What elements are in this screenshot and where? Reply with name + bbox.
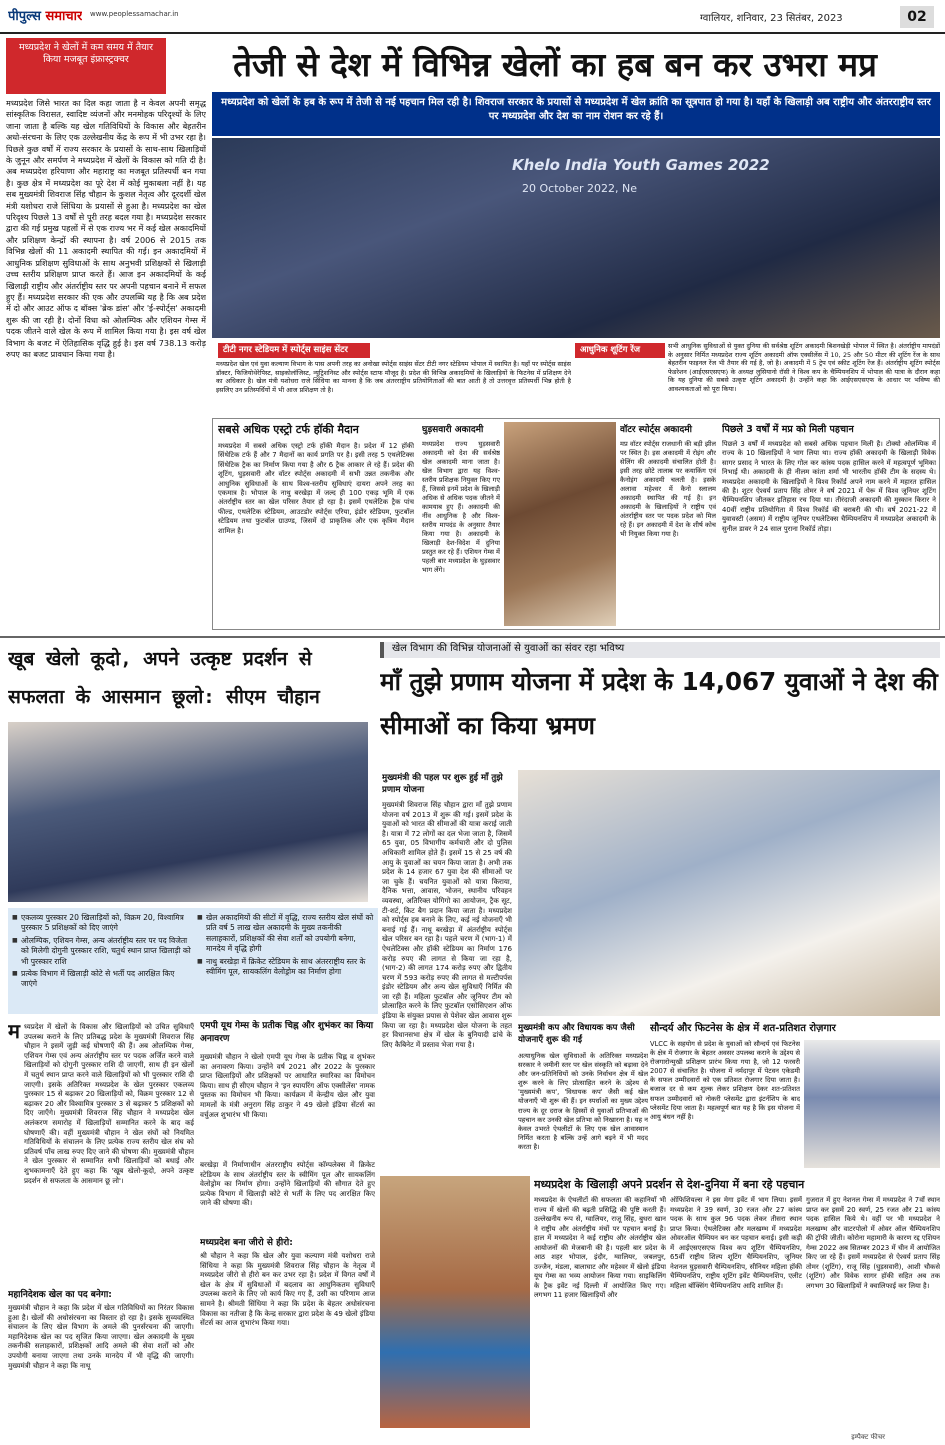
- cm-headline: खूब खेलो कूदो, अपने उत्कृष्ट प्रदर्शन से सफलता के आसमान छूलो: सीएम चौहान: [8, 648, 320, 708]
- scheme-photo: [518, 770, 940, 1016]
- athletics-photo: [380, 1176, 530, 1428]
- divider: [0, 636, 945, 638]
- impact-feature-credit: इम्पैक्ट फीचर: [851, 1433, 885, 1441]
- cm-sub-b: मध्यप्रदेश बना जीरो से हीरो:: [200, 1238, 293, 1248]
- three-year-title: पिछले 3 वर्षों में मप्र को मिली पहचान: [722, 424, 854, 435]
- cup-body: अत्याधुनिक खेल सुविधाओं के अतिरिक्त मध्यप्रदेश सरकार ने जमीनी स्तर पर खेल संस्कृति को बढ़ावा देने और जन-प्रतिनिधियों को उनके निर्वाचन क्षेत्र में खेल शुरू करने के लिए प्रोत्साहित करने के उद्देश्य से 'मुख्यमंत्री कप', 'विधायक कप' जैसी कई खेल योजनाएँ भी शुरू की हैं। इन स्पर्धाओं का मुख्य उद्देश्य राज्य के दूर दराज के हिस्सों से युवाओं प्रतिभाओं की पहचान कर उनकी खेल प्रतिभा को निखारना है। यह न केवल उभरते ऐथलीटों के लिए एक खेल आवास्थान निर्मित करता है बल्कि उन्हें आगे बढ़ने में भी मदद करता है।: [518, 1052, 648, 1151]
- ceremony-photo: [8, 722, 368, 902]
- lead-deck: मध्यप्रदेश को खेलों के हब के रूप में तेजी से नई पहचान मिल रही है। शिवराज सरकार के प्रयासों से मध्यप्रदेश में खेल क्रांति का सूत्रपात हो गया है। यहाँ के खिलाड़ी अब राष्ट्रीय और अंतरराष्ट्रीय स्तर पर मध्यप्रदेश और देश का नाम रोशन कर रहे हैं।: [212, 92, 940, 136]
- site-url[interactable]: www.peoplessamachar.in: [90, 10, 179, 18]
- drop-cap: म: [8, 1020, 20, 1042]
- lead-kicker: मध्यप्रदेश ने खेलों में कम समय में तैयार किया मजबूत इंफ्रास्ट्रक्चर: [6, 38, 166, 94]
- bottom-col-1: मध्यप्रदेश के ऐथलीटों की सफलता की कहानियाँ भी राज्य में खेलों की बढ़ती प्रसिद्धि की पुष्टि करती हैं। उल्लेखनीय रूप से, ग्वालियर, राजू सिंह, बुधरा खान ने राष्ट्रीय और अंतर्राष्ट्रीय मंचों पर पहचान बनाई है। हाल में मध्यप्रदेश ने कई राष्ट्रीय और अंतर्राष्ट्रीय खेल आयोजनों की मेजबानी की है। पहली बार प्रदेश के आठ शहर भोपाल, इंदौर, ग्वालियर, जबलपुर, उज्जैन, मंडला, बालाघाट और महेश्वर में खेलो इंडिया यूथ गेम्स का भव्य आयोजन किया गया। साइकिलिंग के ट्रैक इवेंट नई दिल्ली में आयोजित किए गए। लगभग 11 हजार खिलाड़ियों और: [534, 1196, 666, 1299]
- water-body: मप्र वॉटर स्पोर्ट्स राजधानी की बड़ी झील पर स्थित है। इस अकादमी में रोइंग और सेलिंग की अकादमी संचालित होती है। इसी तरह छोटे तालाब पर कयाकिंग एवं कैनोइंग अकादमी चलती है। इसके अलावा महेश्वर में कैनो स्लालम अकादमी स्थापित की गई है। इन अकादमी के खिलाड़ियों ने राष्ट्रीय एवं अंतर्राष्ट्रीय स्तर पर पदक प्रदेश को मिल रहे हैं। इन अकादमी में देश के शीर्ष कोच भी नियुक्त किया गया है।: [620, 440, 716, 538]
- tt-tag: टीटी नगर स्टेडियम में स्पोर्ट्स साइंस सेंटर: [218, 343, 370, 358]
- bottom-col-2: ऑफिशियल्स ने इस मेगा इवेंट में भाग लिया। इसमें मध्यप्रदेश ने 39 स्वर्ण, 30 रजत और 27 कांस्य पदक के साथ कुल 96 पदक लेकर तीसरा स्थान प्राप्त किया। ऐथलेटिक्स और मलखम्भ में मध्यप्रदेश ओवरऑल चैम्पियन बन कर पहचान बनाई। इसी कड़ी में आईएसएसएफ विश्व कप शूटिंग चैम्पियनशिप, 65वीं राष्ट्रीय शिल्प शूटिंग चैम्पियनशिप, जूनियर नेशनल घुड़सवारी चैम्पियनशिप, सीनियर महिला हॉकी चैम्पियनशिप, राष्ट्रीय शूटिंग इवेंट चैम्पियनशिप, एलीट महिला बॉक्सिंग चैम्पियनशिप आदि शामिल हैं।: [670, 1196, 802, 1290]
- bottom-col-3: गुजरात में हुए नेशनल गेम्स में मध्यप्रदेश ने 7वाँ स्थान प्राप्त कर इसमें 20 स्वर्ण, 25 रजत और 21 कांस्य पदक हासिल किये थे। वहीं पर भी मध्यप्रदेश ने मलखम्भ और वाटरपोलो में ओवर ऑल चैम्पियनशिप की ट्रॉफी जीती। कोरोना महामारी के कारण रद्द एशियन गेम्स 2022 अब सितम्बर 2023 में चीन में आयोजित किए जा रहे हैं। इसमें मध्यप्रदेश से ऐश्वर्य प्रताप सिंह तोमर (शूटिंग), राजू सिंह (घुड़सवारी), आशी चौकसे (शूटिंग) और विवेक सागर हॉकी सहित अब तक लगभग 30 खिलाड़ियों ने क्वालिफाई कर लिया है।: [806, 1196, 940, 1290]
- banner-text: Khelo India Youth Games 2022: [512, 156, 770, 174]
- hockey-title: सबसे अधिक एस्ट्रो टर्फ हॉकी मैदान: [218, 423, 359, 436]
- shoot-body: सभी आधुनिक सुविधाओं से युक्त दुनिया की सर्वश्रेष्ठ शूटिंग अकादमी बिशनखेड़ी भोपाल में स्थित है। अंतर्राष्ट्रीय मापदंडों के अनुसार निर्मित मध्यप्रदेश राज्य शूटिंग अकादमी ऑफ एक्सीलेंस में 10, 25 और 50 मीटर की शूटिंग रेंज के साथ बेहतरीन फाइनल रेंज भी तैयार की गई है, जो है। अकादमी में 5 ट्रेप एवं स्कीट शूटिंग रेंज हैं। अंतर्राष्ट्रीय शूटिंग स्पोर्ट्स फेडरेशन (आईएसएसएफ) के अध्यक्ष लुसियानो रॉसी ने विश्व कप के चैम्पियनशिप में भोपाल की यात्रा के दौरान कहा कि यह दुनिया की सबसे उत्कृष्ट शूटिंग अकादमी है। उन्होंने कहा कि आईएसएसएफ के आधार पर भविष्य की आवश्यकताओं को पूरा किया।: [668, 342, 940, 393]
- scheme-sub: मुख्यमंत्री की पहल पर शुरू हुई माँ तुझे प्रणाम योजना: [382, 773, 503, 795]
- dateline: ग्वालियर, शनिवार, 23 सितंबर, 2023: [700, 13, 843, 24]
- bullet-item: ■ खेल अकादमियों की सीटों में वृद्धि, राज्य स्तरीय खेल संघों को प्रति वर्ष 5 लाख खेल अकादमी के मुख्य तकनीकी सलाहकारों, प्रशिक्षकों की सेवा शर्तों को उपयोगी बनेगा, मानदेय में वृद्धि होगी: [197, 913, 375, 955]
- mp-games-body: मुख्यमंत्री चौहान ने खेलो एमपी यूथ गेम्स के प्रतीक चिह्न व शुभंकर का अनावरण किया। उन्होंने वर्ष 2021 और 2022 के पुरस्कार प्राप्त खिलाड़ियों और प्रशिक्षकों पर आधारित स्मारिका का विमोचन किया। साथ ही सीएम चौहान ने 'इन स्पायरिंग ऑफ एक्सीलेंस' नामक पुस्तक का विमोचन भी किया। कार्यक्रम में केन्द्रीय खेल और युवा मामलों के मंत्री अनुराग सिंह ठाकुर ने 49 खेलो इंडिया सेंटर्स का वर्चुअल शुभारंभ भी किया।: [200, 1052, 375, 1119]
- horse-photo: [504, 422, 616, 626]
- horse-body: मध्यप्रदेश राज्य घुड़सवारी अकादमी को देश की सर्वश्रेष्ठ खेल अकादमी माना जाता है। खेल विभाग द्वारा यह विश्व-स्तरीय प्रशिक्षक नियुक्त किए गए हैं, जिससे इनमें प्रदेश के खिलाड़ी अधिक से अधिक पदक जीतने में कामयाब हुए हैं। अकादमी की नींव आधुनिक है और विश्व-स्तरीय मापदंड के अनुसार तैयार किया गया है। अकादमी के खिलाड़ी देश-विदेश में दुनिया प्रस्तुत कर रहे हैं। एशियन गेम्स में पहली बार मध्यप्रदेश के घुड़सवार भाग लेंगे।: [422, 440, 500, 574]
- cm-body-3: श्री चौहान ने कहा कि खेल और युवा कल्याण मंत्री यशोधरा राजे सिंधिया ने कहा कि मुख्यमंत्री शिवराज सिंह चौहान के नेतृत्व में मध्यप्रदेश जीरो से हीरो बन कर उभर रहा है। प्रदेश में विगत वर्षों में खेल के क्षेत्र में सुविधाओं में बदलाव का आधुनिकतम सुविधाएँ उपलब्ध कराने के लिए जो कार्य किए गए हैं, उसी का परिणाम आज सामने है। श्रीमती सिंधिया ने कहा कि प्रदेश के बेहतर अधोसंरचना विकास का नतीजा है कि केन्द्र सरकार द्वारा प्रदेश के 49 खेलो इंडिया सेंटर्स का आज शुभारंभ किया गया।: [200, 1251, 375, 1328]
- cup-title: मुख्यमंत्री कप और विधायक कप जैसी योजनाएँ शुरू की गईं: [518, 1023, 635, 1045]
- scheme-kicker: खेल विभाग की विभिन्न योजनाओं से युवाओं का संवर रहा भविष्य: [380, 642, 940, 658]
- logo-sub: समाचार: [45, 9, 83, 24]
- logo: [8, 6, 82, 24]
- tt-body: मध्यप्रदेश खेल एवं युवा कल्याण विभाग के पास अपनी तरह का अनोखा स्पोर्ट्स साइंस सेंटर टीटी नगर स्टेडियम भोपाल में स्थापित है। यहाँ पर स्पोर्ट्स साइंस डॉक्टर, फिजियोथेरेपिस्ट, साइकोलॉजिस्ट, न्यूट्रिशनिस्ट और स्पोर्ट्स स्टाफ मौजूद है। प्रदेश की विभिन्न अकादमियों के खिलाड़ियों के फिटनेस में प्रशिक्षण देने का अधिकार है। खेल मंत्री यशोधरा राजे सिंधिया का मानना है कि जब अंतरराष्ट्रीय प्रतियोगिताओं की बात आती है तो उत्तरवृत्त प्रतिस्पर्धी भिन्न होती है इसलिए उन प्रतिस्पर्धियों में भी आज प्रशिक्षण तो है।: [216, 360, 571, 394]
- bullet-item: ■ प्रत्येक विभाग में खिलाड़ी कोटे से भर्ती पद आरक्षित किए जाएंगे: [12, 969, 192, 990]
- banner-text-2: 20 October 2022, Ne: [522, 182, 637, 195]
- cm-sub-a: महानिदेशक खेल का पद बनेगा:: [8, 1290, 112, 1300]
- scheme-headline: माँ तुझे प्रणाम योजना में प्रदेश के 14,067 युवाओं ने देश की सीमाओं का किया भ्रमण: [380, 667, 938, 740]
- cm-body-mid: बरखेड़ा में निर्माणाधीन अंतरराष्ट्रीय स्पोर्ट्स कॉम्पलेक्स में क्रिकेट स्टेडियम के साथ अंतर्राष्ट्रीय स्तर के स्वीमिंग पूल और सायकलिंग वेलोड्रोम का निर्माण होगा। उन्होंने खिलाड़ियों की सौगात देते हुए प्रत्येक विभाग में खिलाड़ी कोटे से भर्ती के लिए पद आरक्षित किए जाने की घोषणा की।: [200, 1160, 375, 1208]
- page-number: 02: [900, 6, 934, 28]
- vlcc-title: सौन्दर्य और फिटनेस के क्षेत्र में शत-प्रतिशत रोज़गार: [650, 1023, 836, 1034]
- lead-body: मध्यप्रदेश जिसे भारत का दिल कहा जाता है न केवल अपनी समृद्ध सांस्कृतिक विरासत, स्वादिष्ट व्यंजनों और मनमोहक परिदृश्यों के लिए जाना जाता है बल्कि यह खेल गतिविधियों के विकास और बेहतरीन अधो-संरचना के लिए एक उल्लेखनीय केंद्र के रूप में भी उभर रहा है। पिछले कुछ वर्षों में राज्य सरकार के प्रयासों के साथ-साथ खिलाड़ियों के जुनून और समर्पण ने मध्यप्रदेश में खेलों के विकास को गति दी है। अब मध्यप्रदेश हरियाणा और महाराष्ट्र का मजबूत प्रतिस्पर्धी बन गया है। कुछ क्षेत्र में मध्यप्रदेश का पूरे देश में कोई मुकाबला नहीं है। यह सब मुख्यमंत्री शिवराज सिंह चौहान के कुशल नेतृत्व और दूरदर्शी खेल मंत्री यशोधरा राजे सिंधिया के प्रयासों से हुआ है। मध्यप्रदेश का खेल परिदृश्य पिछले 13 वर्षों से पूरी तरह बदल गया है। मध्यप्रदेश सरकार द्वारा की गई प्रमुख पहलों में से एक राज्य भर में कई खेल अकादमियों और प्रशिक्षण केन्द्रों की स्थापना है। वर्ष 2006 से 2015 तक विभिन्न खेलों की 11 अकादमी स्थापित की गई। इन अकादमियों में आधुनिक प्रशिक्षण सुविधाओं के साथ अनुभवी प्रशिक्षकों से खिलाड़ी उच्च स्तरीय प्रशिक्षण प्राप्त करते हैं। आज इन अकादमियों के कई खिलाड़ी राष्ट्रीय और अंतर्राष्ट्रीय स्तर पर अपनी पहचान बनाने में सफल हुए हैं। मध्यप्रदेश सरकार की एक और उपलब्धि यह है कि अब प्रदेश में दो और आउट ऑफ द बॉक्स 'ब्रेक डांस' और 'ई-स्पोर्ट्स' अकादमी शुरू की जा रही है। दोनों विधा को ओलम्पिक और एशियन गेम्स में पदक जीतने वाले खेल के रूप में शामिल किया गया है। इस वर्ष खेल विभाग के बजट में ऐतिहासिक वृद्धि हुई है। इस वर्ष 738.13 करोड़ रुपए का बजट प्रावधान किया गया है।: [6, 98, 206, 359]
- cm-body-1: ध्यप्रदेश में खेलों के विकास और खिलाड़ियों को उचित सुविधाएँ उपलब्ध कराने के लिए प्रतिबद्ध प्रदेश के मुख्यमंत्री शिवराज सिंह चौहान ने इसमें जुड़ी कई घोषणाएँ की हैं। अब ओलम्पिक गेम्स, एशियन गेम्स एवं अन्य अंतर्राष्ट्रीय स्तर पर पदक अर्जित करने वाले खिलाड़ियों को दोगुनी पुरस्कार राशि दी जाएगी, साथ ही इन खेलों में चतुर्थ स्थान प्राप्त करने वाले खिलाड़ियों को भी पुरस्कार राशि दी जाएगी। इसके अतिरिक्त मध्यप्रदेश के खेल पुरस्कार एकलव्य पुरस्कार 15 से बढ़ाकर 20 खिलाड़ियों को, विक्रम पुरस्कार 12 से बढ़ाकर 20 और विश्वामित्र पुरस्कार 3 से बढ़ाकर 5 प्रशिक्षकों को दिए जाएँगे। मुख्यमंत्री शिवराज सिंह चौहान ने मध्यप्रदेश खेल अलंकरण समारोह में खिलाड़ियों सम्मानित करने के बाद कई घोषणाएँ की। वहीं मुख्यमंत्री चौहान ने खेल संघों को नियमित गतिविधियों के संचालन के लिए प्रत्येक राज्य स्तरीय खेल संघ को प्रतिवर्ष पाँच लाख रुपए दिए जाने की घोषणा की। मुख्यमंत्री चौहान ने खेल पुरस्कार से सम्मानित सभी खिलाड़ियों को बधाई और शुभकामनाएँ देते हुए कहा कि 'खूब खेलो-कूदो, अपने उत्कृष्ट प्रदर्शन से सफलता के आसमान छू लो'।: [24, 1022, 194, 1185]
- cm-body-2: मुख्यमंत्री चौहान ने कहा कि प्रदेश में खेल गतिविधियों का निरंतर विकास हुआ है। खेलों की अधोसंरचना का विस्तार हो रहा है। इसके सुव्यवस्थित संचालन के लिए खेल विभाग के अमले की पुनर्संरचना की जाएगी। महानिदेशक खेल का पद सृजित किया जाएगा। खेल अकादमी के मुख्य तकनीकी सलाहकारों, प्रशिक्षकों आदि अमले की सेवा शर्तों को और उपयोगी बनाया जाएगा तथा उनके मानदेय में भी वृद्धि की जाएगी। मुख्यमंत्री चौहान ने कहा कि नाथू: [8, 1303, 194, 1370]
- bullet-item: ■ ओलम्पिक, एशियन गेम्स, अन्य अंतर्राष्ट्रीय स्तर पर पद विजेता को मिलेगी दोगुनी पुरस्कार राशि, चतुर्थ स्थान प्राप्त खिलाड़ी को भी पुरस्कार राशि: [12, 936, 192, 967]
- bullets-left: [12, 913, 192, 1013]
- logo-main: पीपुल्स: [8, 9, 41, 24]
- vlcc-photo: [804, 1040, 940, 1168]
- water-title: वॉटर स्पोर्ट्स अकादमी: [620, 425, 692, 435]
- bullet-item: ■ नाथु बरखेड़ा में क्रिकेट स्टेडियम के साथ अंतरराष्ट्रीय स्तर के स्वीमिंग पूल, सायकलिंग वेलोड्रोम का निर्माण होगा: [197, 957, 375, 978]
- shoot-tag: आधुनिक शूटिंग रेंज: [575, 343, 665, 358]
- lead-photo: [212, 138, 940, 338]
- horse-title: घुड़सवारी अकादमी: [422, 425, 484, 435]
- mp-games-title: एमपी यूथ गेम्स के प्रतीक चिह्न और शुभंकर का किया अनावरण: [200, 1021, 374, 1044]
- vlcc-body: VLCC के सहयोग से प्रदेश के युवाओं को सौन्दर्य एवं फिटनेस के क्षेत्र में रोजगार के बेहतर अवसर उपलब्ध कराने के उद्देश्य से रोजगारोन्मुखी प्रशिक्षण प्रारंभ किया गया है, जो 12 फरवरी 2007 से संचालित है। योजना में नर्मदापुर में पेटवन एकेडमी के सफल उम्मीदवारों को एक प्रतिशत रोजगार दिया जाता है। बजाज दर से कम शुल्क लेकर प्रशिक्षण देकर शत-प्रतिशत सफल उम्मीदवारों को नोकरी प्लेसमेंट द्वारा इंटर्नशिप के बाद प्लेसमेंट दिया जाता है। महत्वपूर्ण बात यह है कि इस योजना में आयु बंधन नहीं है।: [650, 1040, 800, 1121]
- hockey-body: मध्यप्रदेश में सबसे अधिक एस्ट्रो टर्फ हॉकी मैदान है। प्रदेश में 12 हॉकी सिंथेटिक टर्फ हैं और 7 मैदानों का कार्य प्रगति पर है। इसी तरह 5 एथलेटिक्स सिंथेटिक ट्रैक का निर्माण किया गया है और 6 ट्रैक आकार ले रहे हैं। प्रदेश की शूटिंग, घुड़सवारी और वॉटर स्पोर्ट्स अकादमी में सभी उन्नत तकनीक और आधुनिक सुविधाओं के साथ विश्व-स्तरीय सुविधाएं दायरा अपने तरह का एकमात्र है। भोपाल के नाथु बरखेड़ा में जल्द ही 100 एकड़ भूमि में एक अंतर्राष्ट्रीय स्तर का खेल परिसर तैयार हो रहा है। इसमें एथलेटिक ट्रैक पांच फील्ड, एथलेटिक स्टेडियम, आउटडोर स्पोर्ट्स एरिया, इंडोर स्टेडियम, फुटबॉल स्टेडियम तथा फुटबॉल ग्राउण्ड, जिसमें दो प्राकृतिक और एक कृत्रिम मैदान शामिल है।: [218, 442, 414, 535]
- three-year-body: पिछले 3 वर्षों में मध्यप्रदेश को सबसे अधिक पहचान मिली है। टोक्यो ओलम्पिक में राज्य के 10 खिलाड़ियों ने भाग लिया था। राज्य हॉकी अकादमी के खिलाड़ी विवेक सागर प्रसाद ने भारत के लिए गोल कर कांस्य पदक हासिल करने में महत्वपूर्ण भूमिका निभाई थी। अकादमी के ही नीलम कांता शर्मा भी भारतीय हॉकी टीम के सदस्य थे। मध्यप्रदेश अकादमी के खिलाड़ियों ने विश्व रिकॉर्ड अपने नाम करने में महारत हासिल की है। शूटर ऐश्वर्य प्रताप सिंह तोमर ने वर्ष 2021 में पेरू में विश्व जूनियर शूटिंग चैम्पियनशिप जीतकर इतिहास रच दिया था। तीरंदाजी अकादमी की मुस्कान किरार ने 40वीं राष्ट्रीय प्रतियोगिता में विश्व रिकॉर्ड की बराबरी की थी। वर्ष 2021-22 में युवावस्टी (असम) में राष्ट्रीय जूनियर एथलेटिक्स चैम्पियनशिप में मध्यप्रदेश अकादमी के सुनील डावर ने 24 साल पुराना रिकॉर्ड तोड़ा।: [722, 440, 936, 533]
- bullets-right: [197, 913, 375, 1013]
- bottom-headline: मध्यप्रदेश के खिलाड़ी अपने प्रदर्शन से देश-दुनिया में बना रहे पहचान: [534, 1178, 805, 1191]
- lead-headline: तेजी से देश में विभिन्न खेलों का हब बन कर उभरा मप्र: [233, 45, 877, 84]
- bullet-item: ■ एकलव्य पुरस्कार 20 खिलाड़ियों को, विक्रम 20, विश्वामित्र पुरस्कार 5 प्रशिक्षकों को दिए जाएंगे: [12, 913, 192, 934]
- scheme-body: मुख्यमंत्री शिवराज सिंह चौहान द्वारा माँ तुझे प्रणाम योजना वर्ष 2013 में शुरू की गई। इसमें प्रदेश के युवाओं को भारत की सीमाओं की यात्रा कराई जाती है। यात्रा में 72 लोगों का दल भेजा जाता है, जिसमें 65 युवा, 05 विभागीय कर्मचारी और दो पुलिस अधिकारी शामिल होते हैं। इसमें 15 से 25 वर्ष की आयु के युवाओं का चयन किया जाता है। अभी तक प्रदेश के 14 हजार 67 युवा देश की सीमाओं पर जा चुके हैं। चयनित युवाओं को यात्रा किराया, दैनिक भत्ता, आवास, भोजन, स्थानीय परिवहन व्यवस्था, अतिरिक्त योगिगो का आयोजन, ट्रैक सूट, टी-शर्ट, किट बैग प्रदान किया जाता है। मध्यप्रदेश को स्पोर्ट्स हब बनाने के लिए, कई नई योजनाएँ भी बनाई गई हैं। नाथू बरखेड़ा में अंतर्राष्ट्रीय स्पोर्ट्स खेल परिसर बन रहा है। पहले चरण में (भाग-1) में ऐथलेटिक्स और हॉकी स्टेडियम का निर्माण 176 करोड़ रुपए की लागत से किया जा रहा है, (भाग-2) की लागत 174 करोड़ रुपए और द्वितीय चरण में 593 करोड़ रुपए की लागत से मल्टीपर्पस इंडोर स्टेडियम और अन्य खेल सुविधाएँ निर्मित की जा रही हैं। महिला फुटबॉल और जूनियर टीम को प्रोत्साहित करने के लिए फुटबॉल एसोसिएशन ऑफ इंडिया के संयुक्त प्रयास से पेशेवर खेल आवास शुरू किया जा रहा है। मध्यप्रदेश खेल योजना के तहत हर विधानसभा क्षेत्र में खेल के बुनियादी ढांचे के लिए कैबिनेट में प्रस्ताव भेजा गया है।: [382, 800, 512, 1049]
